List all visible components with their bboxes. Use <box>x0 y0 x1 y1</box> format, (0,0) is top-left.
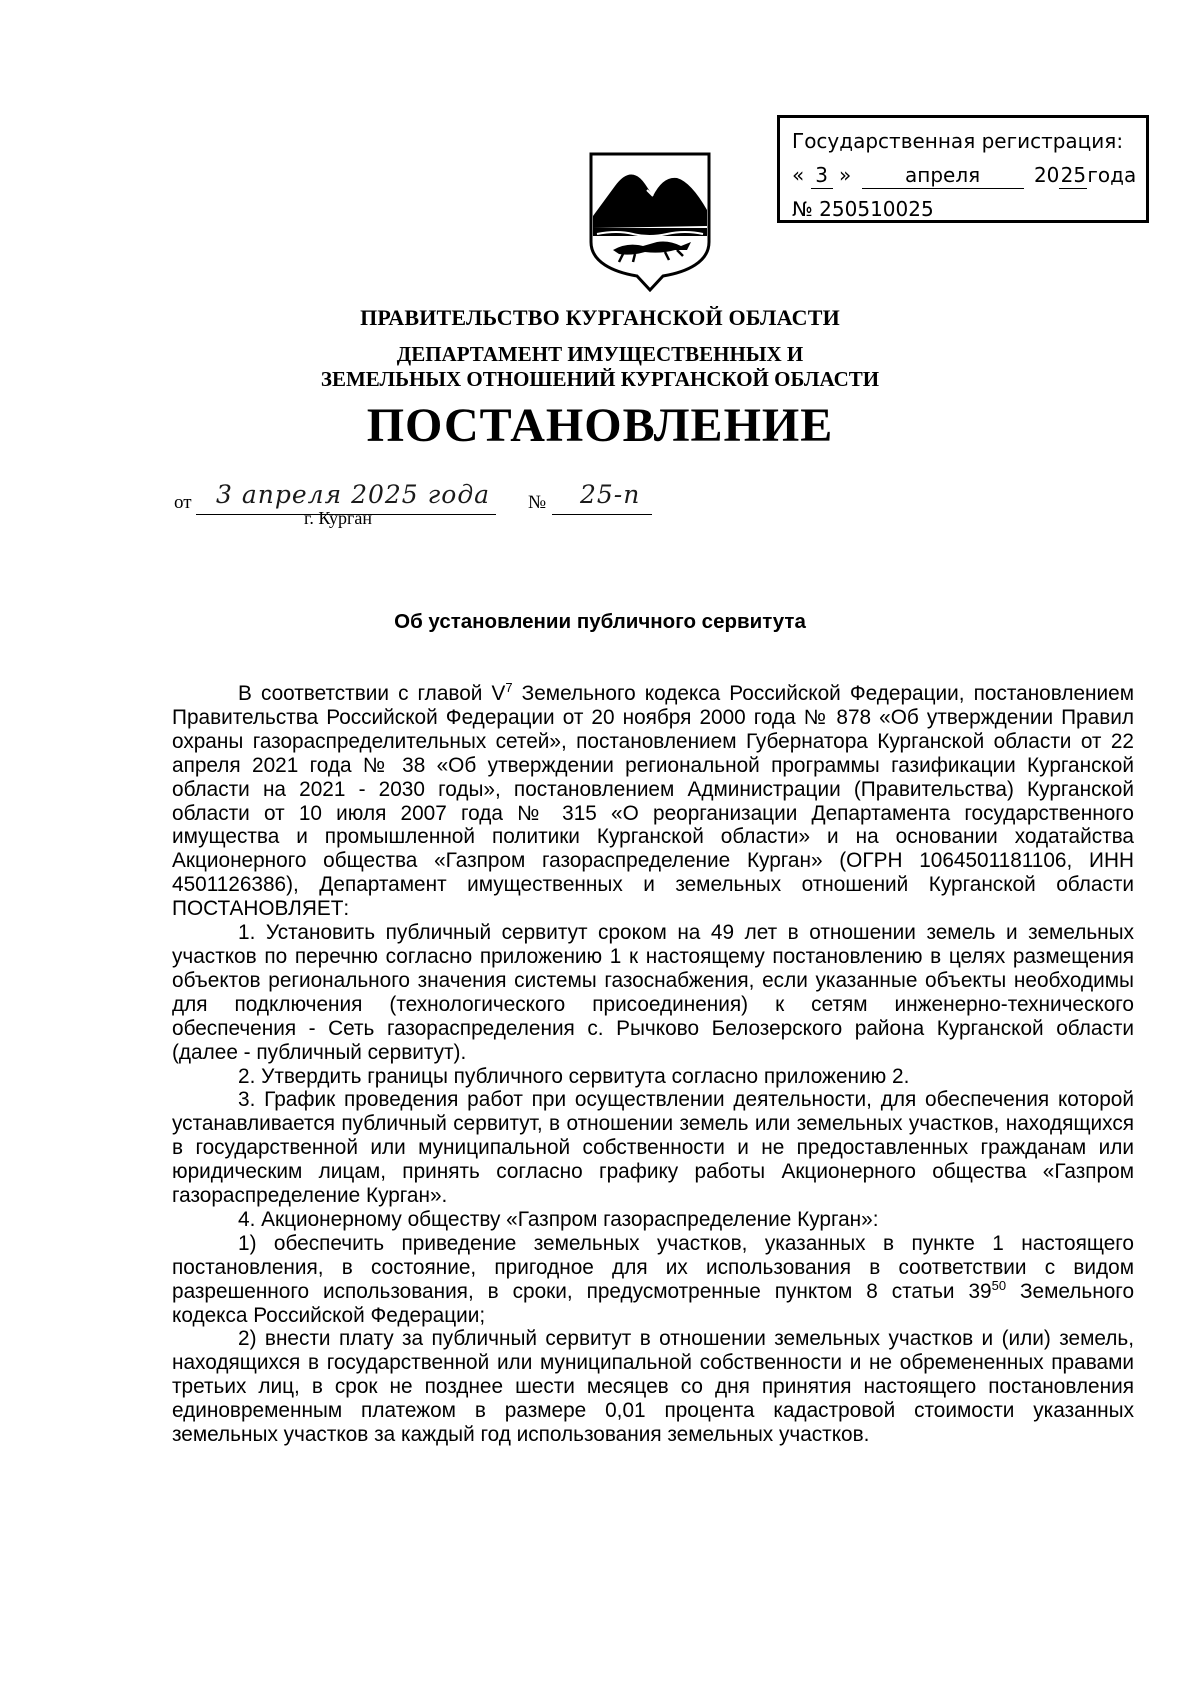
item-4-1-text-2: Земельного кодекса Российской Федерации; <box>172 1279 1135 1327</box>
registration-year-word: года <box>1087 163 1137 187</box>
handwritten-number: 25-п <box>580 480 641 509</box>
handwritten-date: 3 апреля 2025 года <box>216 480 491 509</box>
registration-year-prefix: 20 <box>1033 163 1060 187</box>
registration-title: Государственная регистрация: <box>792 129 1124 153</box>
item-1: 1. Установить публичный сервитут сроком на 49 лет в отношении земель и земельных участков по перечню согласно приложению 1 к настоящему постановлению в целях размещения объектов регионального значения системы газоснабжения, если указанные объекты необходимы для подключения (технологического присоединения) к сетям инженерно-технического обеспечения - Сеть газораспределения с. Рычково Белозерского района Курганской области (далее - публичный сервитут). <box>172 921 1134 1064</box>
date-number-line <box>174 480 774 520</box>
registration-number-label: № <box>792 197 813 221</box>
government-name: ПРАВИТЕЛЬСТВО КУРГАНСКОЙ ОБЛАСТИ <box>360 305 840 330</box>
intro-paragraph <box>172 682 1134 921</box>
city: г. Курган <box>304 508 373 528</box>
from-label: от <box>174 492 192 513</box>
registration-day-open: « <box>792 163 805 187</box>
registration-number-line <box>792 192 1132 226</box>
intro-text-1: В соответствии с главой V <box>238 682 506 705</box>
item-2: 2. Утвердить границы публичного сервитута согласно приложению 2. <box>238 1064 910 1088</box>
department-line-1: ДЕПАРТАМЕНТ ИМУЩЕСТВЕННЫХ И <box>396 342 804 366</box>
number-underline <box>552 514 652 515</box>
kurgan-coat-of-arms-icon <box>587 150 713 292</box>
registration-year-suffix: 25 <box>1060 163 1087 187</box>
intro-text-2: Земельного кодекса Российской Федерации, постановлением Правительства Российской Федерации от 20 ноября 2000 года № 878 «Об утверждении Правил охраны газораспределительных сетей», постановлением Губернатора Курганской области от 22 апреля 2021 года № 38 «Об утверждении региональной программы газификации Курганской области на 2021 - 2030 годы», постановлением Администрации (Правительства) Курганской области от 10 июля 2007 года № 315 «О реорганизации Департамента государственного имущества и промышленной политики Курганской области» и на основании ходатайства Акционерного общества «Газпром газораспределение Курган» (ОГРН 1064501181106, ИНН 4501126386), Департамент имущественных и земельных отношений Курганской области ПОСТАНОВЛЯЕТ: <box>172 682 1134 921</box>
item-4-1 <box>172 1232 1134 1328</box>
document-body <box>172 682 1134 1447</box>
intro-superscript: 7 <box>505 680 513 696</box>
document-type: ПОСТАНОВЛЕНИЕ <box>366 399 834 452</box>
document-title: Об установлении публичного сервитута <box>394 610 806 633</box>
registration-number: 250510025 <box>819 196 1119 223</box>
item-4-2: 2) внести плату за публичный сервитут в отношении земельных участков и (или) земель, находящихся в государственной или муниципальной собственности и не обремененных правами третьих лиц, в срок не позднее шести месяцев со дня принятия настоящего постановления единовременным платежом в размере 0,01 процента кадастровой стоимости указанных земельных участков за каждый год использования земельных участков. <box>172 1327 1134 1447</box>
item-3: 3. График проведения работ при осуществлении деятельности, для обеспечения которой устанавливается публичный сервитут, в отношении земель или земельных участков, находящихся в государственной или муниципальной собственности и не предоставленных гражданам или юридическим лицам, принять согласно графику работы Акционерного общества «Газпром газораспределение Курган». <box>172 1088 1134 1208</box>
registration-day: 3 <box>811 162 833 189</box>
department-line-2: ЗЕМЕЛЬНЫХ ОТНОШЕНИЙ КУРГАНСКОЙ ОБЛАСТИ <box>320 367 880 391</box>
item-4-1-superscript: 50 <box>991 1277 1007 1293</box>
department-name <box>0 342 1200 392</box>
registration-stamp <box>777 115 1149 223</box>
registration-day-close: » <box>838 163 852 187</box>
registration-date-line <box>792 158 1137 192</box>
registration-month: апреля <box>862 162 1024 189</box>
number-label: № <box>528 492 547 513</box>
item-4-1-text-1: 1) обеспечить приведение земельных участков, указанных в пункте 1 настоящего постановления, в состояние, пригодное для их использования в соответствии с видом разрешенного использования, в сроки, предусмотренные пунктом 8 статьи 39 <box>172 1231 1134 1303</box>
item-4: 4. Акционерному обществу «Газпром газораспределение Курган»: <box>238 1207 879 1231</box>
